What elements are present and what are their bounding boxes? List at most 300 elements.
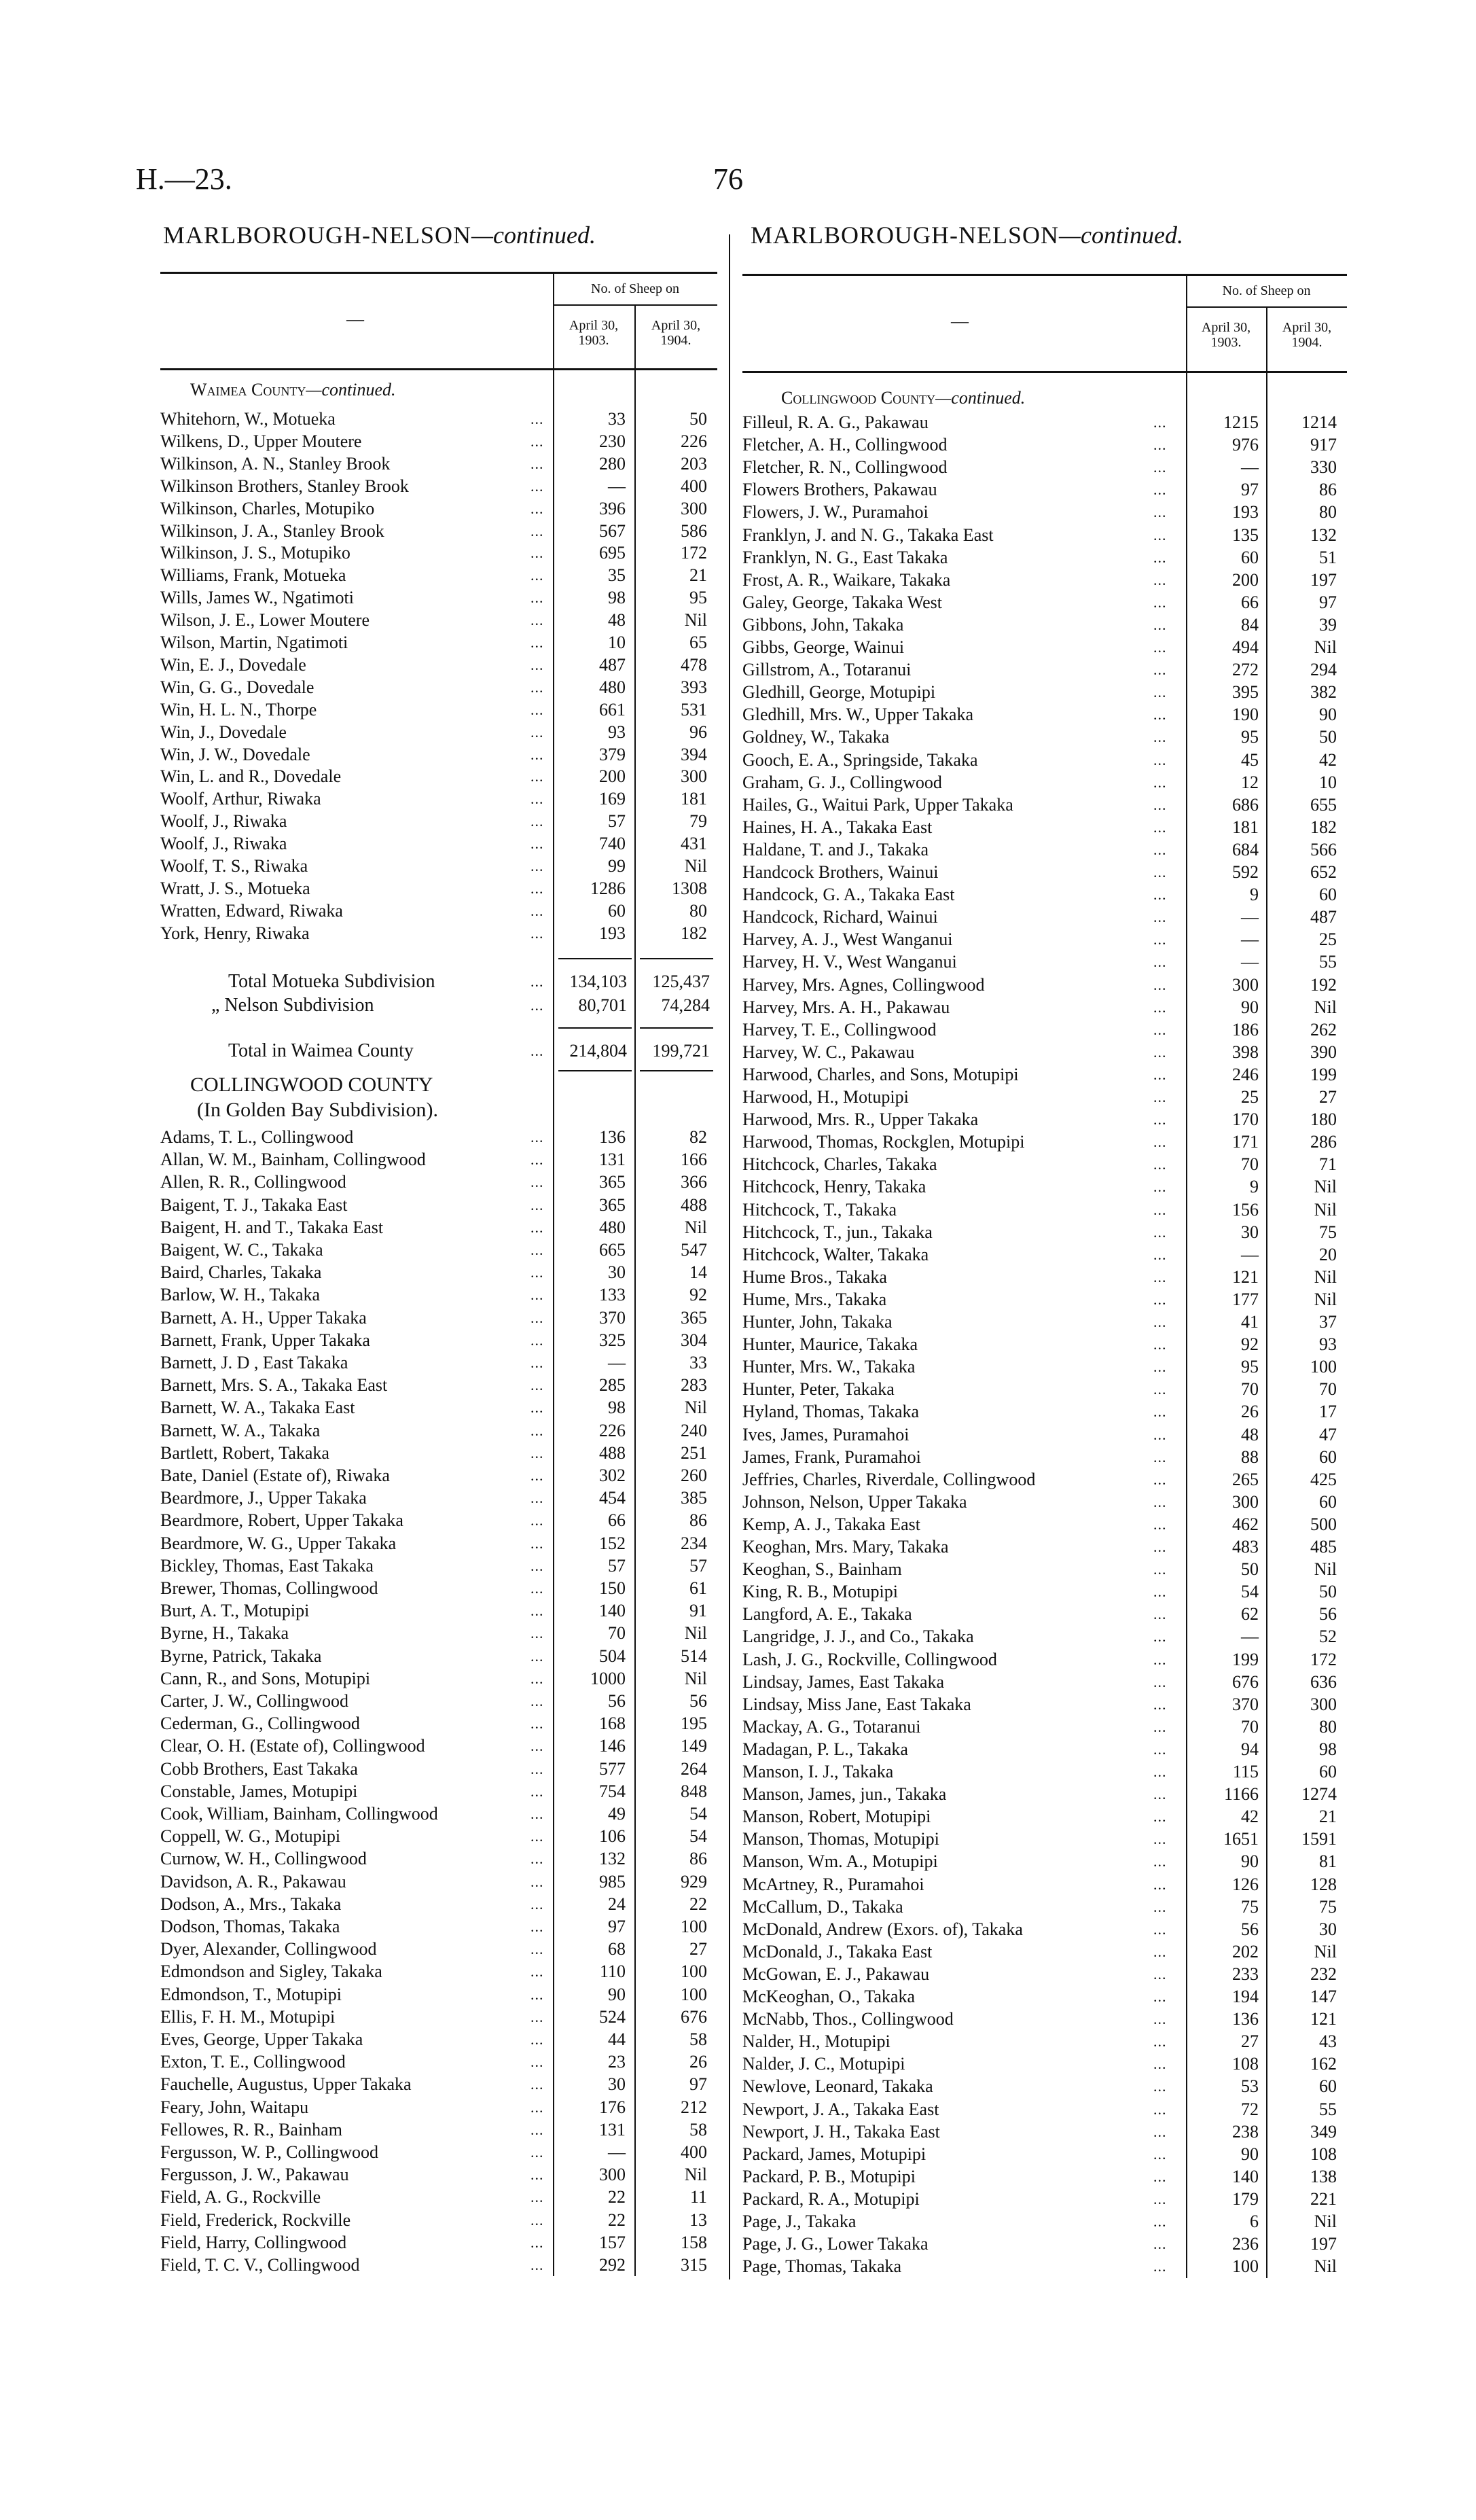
table-row — [160, 2006, 717, 2028]
table-row — [742, 433, 1347, 456]
table-row — [742, 2053, 1347, 2075]
table-row — [160, 1283, 717, 1306]
table-row — [160, 2254, 717, 2276]
sheep-1904: 192 — [1310, 975, 1337, 995]
sheep-1904: 60 — [1319, 1762, 1337, 1781]
leader-dots: ... — [1153, 1313, 1167, 1330]
leader-dots: ... — [1153, 1268, 1167, 1285]
total-rule — [558, 1070, 632, 1071]
table-row — [742, 1783, 1347, 1805]
sheep-1904: 91 — [689, 1601, 707, 1620]
sheep-1903: 95 — [1241, 727, 1259, 747]
leader-dots: ... — [1153, 1898, 1167, 1915]
table-row — [742, 1580, 1347, 1603]
leader-dots: ... — [530, 656, 544, 673]
leader-dots: ... — [530, 1557, 544, 1574]
table-row — [742, 1018, 1347, 1041]
sheep-1904: 27 — [1319, 1087, 1337, 1107]
sheep-1903: 68 — [608, 1939, 626, 1959]
leader-dots: ... — [1153, 1426, 1167, 1443]
table-row — [742, 1603, 1347, 1625]
sheep-1903: 66 — [1241, 592, 1259, 612]
sheep-1904: 203 — [681, 454, 707, 474]
owner-name: Jeffries, Charles, Riverdale, Collingwood — [742, 1470, 1036, 1489]
table-row — [160, 609, 717, 631]
leader-dots: ... — [530, 1467, 544, 1484]
sheep-1904: 212 — [681, 2097, 707, 2117]
table-row — [742, 816, 1347, 838]
owner-name: Whitehorn, W., Motueka — [160, 409, 336, 429]
sheep-1904: 485 — [1310, 1537, 1337, 1557]
sheep-1904: 60 — [1319, 2076, 1337, 2096]
owner-name: McDonald, Andrew (Exors. of), Takaka — [742, 1919, 1023, 1939]
header-date: April 30, — [651, 318, 701, 333]
sheep-1904: Nil — [684, 2165, 707, 2184]
leader-dots: ... — [1153, 2033, 1167, 2050]
sheep-1904: 195 — [681, 1714, 707, 1733]
table-row — [742, 1311, 1347, 1333]
leader-dots: ... — [1153, 796, 1167, 813]
leader-dots: ... — [1153, 1876, 1167, 1893]
leader-dots: ... — [1153, 661, 1167, 678]
sheep-1903: 265 — [1232, 1470, 1259, 1489]
table-row — [160, 1893, 717, 1915]
sheep-1903: 302 — [599, 1466, 626, 1485]
table-row — [160, 452, 717, 475]
leader-dots: ... — [1153, 1561, 1167, 1578]
table-row — [742, 2098, 1347, 2120]
owner-name: Lash, J. G., Rockville, Collingwood — [742, 1650, 997, 1669]
owner-name: Haldane, T. and J., Takaka — [742, 840, 929, 859]
leader-dots: ... — [530, 1940, 544, 1957]
owner-name: Wilson, J. E., Lower Moutere — [160, 610, 370, 630]
sheep-1903: 23 — [608, 2052, 626, 2072]
table-row — [160, 2231, 717, 2254]
sheep-1903: 190 — [1232, 705, 1259, 724]
table-row — [742, 1760, 1347, 1783]
leader-dots: ... — [1153, 616, 1167, 633]
table-row — [742, 1491, 1347, 1513]
sheep-1904: 54 — [689, 1804, 707, 1824]
sheep-1904: 294 — [1310, 660, 1337, 679]
table-row — [742, 1963, 1347, 1985]
table-row — [160, 877, 717, 900]
owner-name: Goldney, W., Takaka — [742, 727, 890, 747]
left-title-suffix: —continued. — [471, 221, 596, 249]
sheep-1903: 100 — [1232, 2256, 1259, 2276]
sheep-1904: 487 — [1310, 907, 1337, 927]
header-year: 1903. — [1210, 335, 1242, 350]
sheep-1904: 92 — [689, 1285, 707, 1305]
leader-dots: ... — [530, 1963, 544, 1980]
owner-name: Edmondson and Sigley, Takaka — [160, 1962, 382, 1981]
sheep-1903: 280 — [599, 454, 626, 474]
owner-name: Page, J. G., Lower Takaka — [742, 2234, 929, 2254]
right-sheep-group-header: No. of Sheep on — [1222, 283, 1311, 298]
sheep-1904: 240 — [681, 1421, 707, 1440]
leader-dots: ... — [1153, 1966, 1167, 1983]
sheep-1904: 43 — [1319, 2031, 1337, 2051]
sheep-1904: 51 — [1319, 548, 1337, 567]
sheep-1904: 390 — [1310, 1042, 1337, 1062]
owner-name: Wilkinson, A. N., Stanley Brook — [160, 454, 391, 474]
right-name-column-header: — — [951, 311, 969, 331]
table-row — [160, 1960, 717, 1983]
leader-dots: ... — [1153, 2258, 1167, 2275]
table-row — [160, 1735, 717, 1757]
sheep-1904: 500 — [1310, 1514, 1337, 1534]
total-1904: 199,721 — [652, 1041, 710, 1061]
leader-dots: ... — [530, 724, 544, 741]
table-row — [742, 928, 1347, 951]
owner-name: Langford, A. E., Takaka — [742, 1604, 912, 1624]
owner-name: Cann, R., and Sons, Motupipi — [160, 1669, 371, 1688]
sheep-1903: 84 — [1241, 615, 1259, 635]
total-rule — [640, 1027, 713, 1029]
table-row — [160, 520, 717, 542]
owner-name: Woolf, T. S., Riwaka — [160, 856, 308, 876]
sheep-1904: 676 — [681, 2007, 707, 2027]
table-row — [742, 1086, 1347, 1108]
leader-dots: ... — [1153, 1763, 1167, 1780]
owner-name: Hailes, G., Waitui Park, Upper Takaka — [742, 795, 1013, 815]
sheep-1904: Nil — [1314, 1200, 1337, 1220]
sheep-1903: 292 — [599, 2255, 626, 2275]
owner-name: Fletcher, A. H., Collingwood — [742, 435, 948, 455]
owner-name: Beardmore, Robert, Upper Takaka — [160, 1510, 403, 1530]
sheep-1904: 300 — [681, 499, 707, 518]
leader-dots: ... — [530, 433, 544, 450]
table-row — [160, 430, 717, 452]
owner-name: Harwood, Charles, and Sons, Motupipi — [742, 1065, 1019, 1084]
total-1904: 74,284 — [661, 995, 710, 1015]
leader-dots: ... — [530, 1783, 544, 1800]
owner-name: Harvey, Mrs. Agnes, Collingwood — [742, 975, 985, 995]
owner-name: Harvey, H. V., West Wanganui — [742, 952, 957, 972]
owner-name: Harvey, W. C., Pakawau — [742, 1042, 915, 1062]
owner-name: Barnett, Mrs. S. A., Takaka East — [160, 1375, 388, 1395]
sheep-1904: 58 — [689, 2029, 707, 2049]
leader-dots: ... — [1153, 527, 1167, 544]
sheep-1903: 150 — [599, 1578, 626, 1598]
sheep-1904: 393 — [681, 677, 707, 697]
sheep-1903: 577 — [599, 1759, 626, 1779]
sheep-1904: Nil — [1314, 997, 1337, 1017]
table-row — [160, 2096, 717, 2118]
leader-dots: ... — [530, 634, 544, 651]
sheep-1903: 131 — [599, 1150, 626, 1169]
sheep-1904: 97 — [1319, 592, 1337, 612]
leader-dots: ... — [1153, 1403, 1167, 1420]
owner-name: Hunter, Mrs. W., Takaka — [742, 1357, 916, 1377]
leader-dots: ... — [530, 2008, 544, 2025]
sheep-1903: 30 — [608, 1262, 626, 1282]
sheep-1904: 182 — [681, 923, 707, 943]
table-row — [160, 1194, 717, 1216]
leader-dots: ... — [530, 1129, 544, 1146]
owner-name: Wilkinson, Charles, Motupiko — [160, 499, 375, 518]
sheep-1903: 976 — [1232, 435, 1259, 455]
owner-name: Franklyn, N. G., East Takaka — [742, 548, 948, 567]
sheep-1904: 100 — [1310, 1357, 1337, 1377]
total-rule — [640, 1070, 713, 1071]
sheep-1903: 567 — [599, 521, 626, 541]
sheep-1904: 158 — [681, 2233, 707, 2252]
leader-dots: ... — [530, 1377, 544, 1394]
owner-name: McDonald, J., Takaka East — [742, 1942, 933, 1962]
sheep-1903: 325 — [599, 1330, 626, 1350]
left-header-bottom-rule — [160, 368, 717, 370]
leader-dots: ... — [530, 1399, 544, 1416]
leader-dots: ... — [530, 455, 544, 472]
sheep-1904: 566 — [1310, 840, 1337, 859]
leader-dots: ... — [530, 1196, 544, 1213]
leader-dots: ... — [1153, 1044, 1167, 1061]
owner-name: Clear, O. H. (Estate of), Collingwood — [160, 1736, 425, 1756]
owner-name: Curnow, W. H., Collingwood — [160, 1849, 367, 1868]
sheep-1903: 26 — [1241, 1402, 1259, 1421]
owner-name: Beardmore, J., Upper Takaka — [160, 1488, 367, 1508]
table-row — [742, 1243, 1347, 1266]
sheep-1903: 238 — [1232, 2122, 1259, 2142]
owner-name: Barlow, W. H., Takaka — [160, 1285, 321, 1305]
owner-name: Lindsay, James, East Takaka — [742, 1672, 945, 1692]
table-row — [160, 1126, 717, 1148]
owner-name: Wilkinson Brothers, Stanley Brook — [160, 476, 409, 496]
leader-dots: ... — [1153, 1493, 1167, 1510]
sheep-1904: Nil — [684, 610, 707, 630]
sheep-1903: — — [1241, 457, 1259, 477]
sheep-1903: 12 — [1241, 773, 1259, 792]
table-row — [742, 1985, 1347, 2008]
table-row — [160, 1780, 717, 1803]
sheep-1903: 62 — [1241, 1604, 1259, 1624]
owner-name: Flowers Brothers, Pakawau — [742, 480, 937, 499]
owner-name: Adams, T. L., Collingwood — [160, 1127, 354, 1147]
owner-name: Barnett, Frank, Upper Takaka — [160, 1330, 370, 1350]
table-row — [742, 1063, 1347, 1086]
leader-dots: ... — [530, 2099, 544, 2116]
leader-dots: ... — [1153, 1696, 1167, 1713]
leader-dots: ... — [1153, 571, 1167, 588]
table-row — [742, 1850, 1347, 1873]
table-row — [742, 726, 1347, 748]
sheep-1903: 27 — [1241, 2031, 1259, 2051]
sheep-1904: 181 — [681, 789, 707, 809]
sheep-1904: Nil — [684, 1398, 707, 1417]
table-row — [160, 743, 717, 766]
table-row — [742, 771, 1347, 794]
sheep-1904: 81 — [1319, 1851, 1337, 1871]
sheep-1904: 128 — [1310, 1875, 1337, 1894]
leader-dots: ... — [1153, 1830, 1167, 1847]
owner-name: Field, Frederick, Rockville — [160, 2210, 351, 2230]
right-header-bottom-rule — [742, 371, 1347, 373]
sheep-1903: 98 — [608, 1398, 626, 1417]
leader-dots: ... — [1153, 2146, 1167, 2163]
sheep-1903: 365 — [599, 1195, 626, 1215]
leader-dots: ... — [530, 2076, 544, 2093]
owner-name: Keoghan, Mrs. Mary, Takaka — [742, 1537, 949, 1557]
sheep-1903: — — [1241, 1245, 1259, 1264]
table-row — [742, 1513, 1347, 1536]
leader-dots: ... — [530, 1422, 544, 1439]
owner-name: Gibbs, George, Wainui — [742, 637, 905, 657]
sheep-1903: 168 — [599, 1714, 626, 1733]
table-row — [160, 1419, 717, 1442]
table-row — [742, 524, 1347, 546]
table-row — [160, 2028, 717, 2051]
sheep-1903: 157 — [599, 2233, 626, 2252]
owner-name: Nalder, H., Motupipi — [742, 2031, 890, 2051]
owner-name: Barnett, J. D , East Takaka — [160, 1353, 348, 1372]
sheep-1903: 754 — [599, 1781, 626, 1801]
sheep-1904: 25 — [1319, 929, 1337, 949]
owner-name: Manson, Wm. A., Motupipi — [742, 1851, 938, 1871]
table-row — [742, 1873, 1347, 1896]
sheep-1904: 172 — [681, 543, 707, 563]
owner-name: York, Henry, Riwaka — [160, 923, 310, 943]
owner-name: Handcock, G. A., Takaka East — [742, 885, 955, 904]
leader-dots: ... — [530, 1512, 544, 1529]
sheep-1903: 226 — [599, 1421, 626, 1440]
leader-dots: ... — [530, 1918, 544, 1935]
total-1903: 134,103 — [569, 972, 627, 991]
leader-dots: ... — [530, 1828, 544, 1845]
owner-name: Bartlett, Robert, Takaka — [160, 1443, 329, 1463]
sheep-1903: 88 — [1241, 1447, 1259, 1467]
leader-dots: ... — [530, 1737, 544, 1754]
sheep-1903: 199 — [1232, 1650, 1259, 1669]
sheep-1903: 169 — [599, 789, 626, 809]
sheep-1904: 21 — [689, 565, 707, 585]
table-row — [160, 900, 717, 922]
owner-name: Ives, James, Puramahoi — [742, 1425, 910, 1444]
table-row — [160, 542, 717, 564]
sheep-1904: 95 — [689, 588, 707, 607]
table-row — [160, 1915, 717, 1938]
sheep-1904: 262 — [1310, 1020, 1337, 1040]
leader-dots: ... — [1153, 594, 1167, 611]
leader-dots: ... — [1153, 931, 1167, 948]
owner-name: Hitchcock, Henry, Takaka — [742, 1177, 926, 1196]
owner-name: Filleul, R. A. G., Pakawau — [742, 412, 929, 432]
table-row — [160, 1171, 717, 1193]
sheep-1903: 194 — [1232, 1987, 1259, 2006]
table-row — [742, 1378, 1347, 1400]
sheep-1903: 133 — [599, 1285, 626, 1305]
owner-name: Johnson, Nelson, Upper Takaka — [742, 1492, 967, 1512]
sheep-1903: 504 — [599, 1646, 626, 1666]
sheep-1904: 17 — [1319, 1402, 1337, 1421]
owner-name: Carter, J. W., Collingwood — [160, 1691, 349, 1711]
sheep-1903: 48 — [1241, 1425, 1259, 1444]
leader-dots: ... — [530, 544, 544, 561]
sheep-1904: 60 — [1319, 1447, 1337, 1467]
sheep-1903: 60 — [608, 901, 626, 921]
leader-dots: ... — [530, 1241, 544, 1258]
owner-name: Flowers, J. W., Puramahoi — [742, 502, 929, 522]
owner-name: Fauchelle, Augustus, Upper Takaka — [160, 2074, 412, 2094]
table-row — [742, 591, 1347, 614]
owner-name: Barnett, W. A., Takaka — [160, 1421, 321, 1440]
leader-dots: ... — [1153, 639, 1167, 656]
sheep-1903: 202 — [1232, 1942, 1259, 1962]
sheep-1904: 57 — [689, 1556, 707, 1576]
sheep-1904: 636 — [1310, 1672, 1337, 1692]
leader-dots: ... — [1153, 2235, 1167, 2252]
leader-dots: ... — [1153, 2190, 1167, 2207]
sheep-1903: 30 — [1241, 1222, 1259, 1242]
owner-name: Allan, W. M., Bainham, Collingwood — [160, 1150, 426, 1169]
total-label: „ Nelson Subdivision — [211, 995, 374, 1016]
sheep-1903: 230 — [599, 431, 626, 451]
leader-dots: ... — [1153, 1088, 1167, 1105]
left-sheep-group-header: No. of Sheep on — [591, 281, 679, 296]
table-row — [160, 1509, 717, 1531]
table-row — [742, 794, 1347, 816]
sheep-1903: 24 — [608, 1894, 626, 1914]
sheep-1904: 304 — [681, 1330, 707, 1350]
table-row — [742, 1221, 1347, 1243]
sheep-1903: 370 — [1232, 1694, 1259, 1714]
right-col-1904-header — [1267, 320, 1347, 350]
sheep-1903: 25 — [1241, 1087, 1259, 1107]
table-row — [742, 411, 1347, 433]
sheep-1903: 99 — [608, 856, 626, 876]
sheep-1904: 121 — [1310, 2009, 1337, 2029]
sheep-1903: 108 — [1232, 2054, 1259, 2074]
sheep-1904: 166 — [681, 1150, 707, 1169]
table-row — [160, 1983, 717, 2006]
leader-dots: ... — [530, 973, 544, 990]
sheep-1903: 179 — [1232, 2189, 1259, 2209]
owner-name: Wratten, Edward, Riwaka — [160, 901, 343, 921]
owner-name: Constable, James, Motupipi — [160, 1781, 358, 1801]
table-row — [160, 2186, 717, 2208]
leader-dots: ... — [1153, 2055, 1167, 2072]
leader-dots: ... — [1153, 1449, 1167, 1466]
waimea-heading-text: Waimea County — [190, 380, 306, 400]
table-row — [742, 1805, 1347, 1828]
leader-dots: ... — [530, 1354, 544, 1371]
leader-dots: ... — [530, 522, 544, 539]
table-row — [160, 564, 717, 586]
table-row — [742, 2233, 1347, 2255]
sheep-1904: 199 — [1310, 1065, 1337, 1084]
leader-dots: ... — [530, 1896, 544, 1913]
sheep-1903: 90 — [1241, 997, 1259, 1017]
leader-dots: ... — [530, 1602, 544, 1619]
leader-dots: ... — [530, 997, 544, 1014]
owner-name: Manson, James, jun., Takaka — [742, 1784, 947, 1804]
sheep-1903: 44 — [608, 2029, 626, 2049]
owner-name: Gledhill, Mrs. W., Upper Takaka — [742, 705, 973, 724]
sheep-1904: 50 — [1319, 727, 1337, 747]
sheep-1904: 260 — [681, 1466, 707, 1485]
sheep-1903: 110 — [599, 1962, 626, 1981]
leader-dots: ... — [530, 2234, 544, 2251]
table-row — [160, 787, 717, 810]
sheep-1903: 480 — [599, 677, 626, 697]
table-row — [742, 681, 1347, 703]
sheep-1904: 315 — [681, 2255, 707, 2275]
table-row — [742, 1153, 1347, 1175]
table-row — [160, 922, 717, 944]
table-row — [160, 1847, 717, 1870]
sheep-1904: 300 — [1310, 1694, 1337, 1714]
right-column-title — [751, 221, 1183, 249]
